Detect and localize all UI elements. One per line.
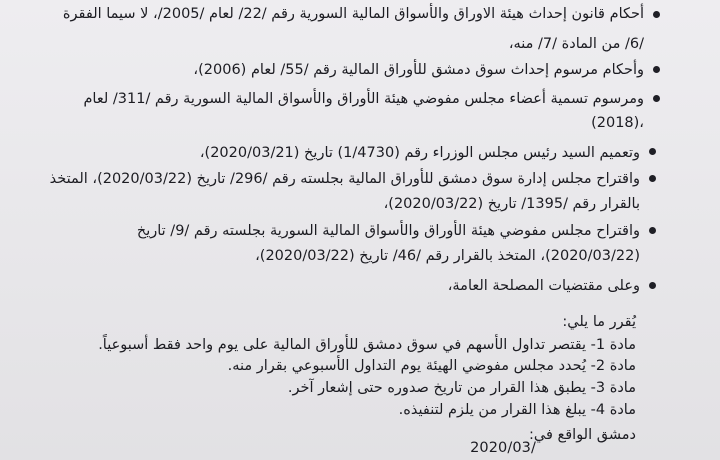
preamble-7-line-1: وعلى مقتضيات المصلحة العامة، xyxy=(447,278,640,294)
article-4: مادة 4- يبلغ هذا القرار من يلزم لتنفيذه. xyxy=(398,402,636,418)
preamble-4-line-1: وتعميم السيد رئيس مجلس الوزراء رقم (1/4730) تاريخ (2020/03/21)، xyxy=(199,145,640,161)
article-3: مادة 3- يطبق هذا القرار من تاريخ صدوره حتى إشعار آخر. xyxy=(287,380,636,396)
article-2: مادة 2- يُحدد مجلس مفوضي الهيئة يوم التداول الأسبوعي بقرار منه. xyxy=(227,358,636,374)
bullet-1 xyxy=(653,11,660,18)
preamble-5-line-1: واقتراح مجلس إدارة سوق دمشق للأوراق المالية بجلسته رقم /296/ تاريخ (2020/03/22)، المتخذ xyxy=(49,171,640,187)
bullet-4 xyxy=(649,148,656,155)
preamble-6-line-1: واقتراح مجلس مفوضي هيئة الأوراق والأسواق المالية السورية بجلسته رقم /9/ تاريخ xyxy=(136,223,640,239)
signoff-date: 2020/03/ xyxy=(470,440,536,456)
preamble-5-line-2: بالقرار رقم /1395/ تاريخ (2020/03/22)، xyxy=(383,196,640,212)
bullet-5 xyxy=(649,175,656,182)
bullet-2 xyxy=(653,66,660,73)
bullet-3 xyxy=(653,95,660,102)
preamble-3-line-2: (2018)، xyxy=(591,115,644,131)
preamble-2-line-1: وأحكام مرسوم إحداث سوق دمشق للأوراق المالية رقم /55/ لعام (2006)، xyxy=(193,62,644,78)
preamble-6-line-2: (2020/03/22)، المتخذ بالقرار رقم /46/ تاريخ (2020/03/22)، xyxy=(255,248,640,264)
preamble-1-line-2: /6/ من المادة /7/ منه، xyxy=(508,36,644,52)
bullet-6 xyxy=(649,227,656,234)
bullet-7 xyxy=(649,282,656,289)
signoff-place: دمشق الواقع في: xyxy=(529,427,636,443)
preamble-1-line-1: أحكام قانون إحداث هيئة الاوراق والأسواق المالية السورية رقم /22/ لعام /2005/، لا سيما الفقرة xyxy=(62,6,644,22)
decides-heading: يُقرر ما يلي: xyxy=(562,314,636,330)
article-1: مادة 1- يقتصر تداول الأسهم في سوق دمشق للأوراق المالية على يوم واحد فقط أسبوعياً. xyxy=(98,337,636,353)
preamble-3-line-1: ومرسوم تسمية أعضاء مجلس مفوضي هيئة الأوراق والأسواق المالية السورية رقم /311/ لعام xyxy=(83,91,644,107)
